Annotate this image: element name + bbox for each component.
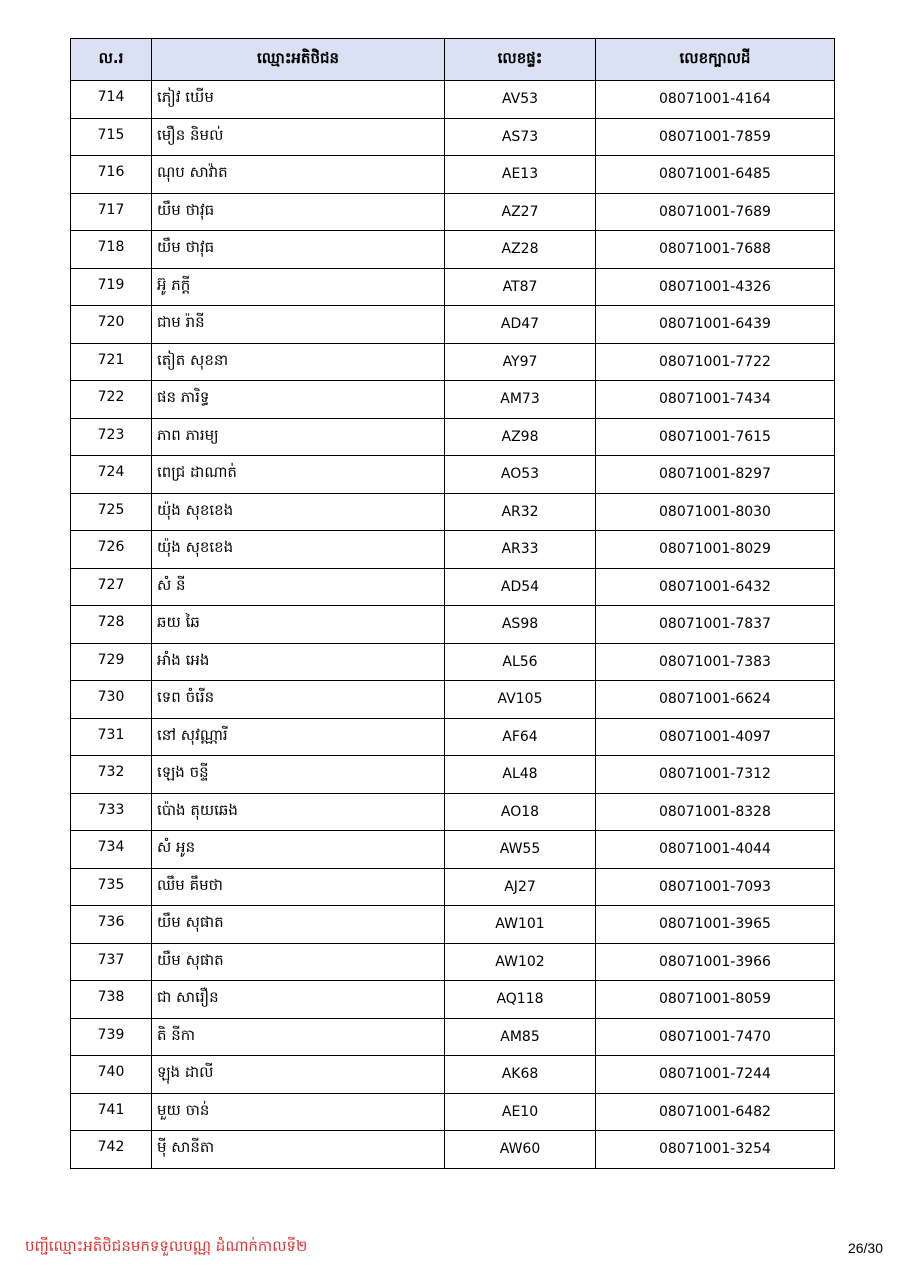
row-number: 722 (71, 381, 152, 419)
header-land-parcel-number: លេខក្បាលដី (596, 39, 835, 81)
customer-name: ផន ភារិទ្ធ (152, 381, 445, 419)
page-number: 26/30 (847, 1240, 883, 1256)
row-number: 730 (71, 681, 152, 719)
land-parcel-number: 08071001-7722 (596, 343, 835, 381)
house-number: AZ28 (445, 231, 596, 269)
row-number: 715 (71, 118, 152, 156)
row-number: 742 (71, 1131, 152, 1169)
land-parcel-number: 08071001-7093 (596, 868, 835, 906)
house-number: AW60 (445, 1131, 596, 1169)
land-parcel-number: 08071001-7615 (596, 418, 835, 456)
row-number: 741 (71, 1093, 152, 1131)
land-parcel-number: 08071001-3254 (596, 1131, 835, 1169)
customer-name: ឆយ ឆៃ (152, 606, 445, 644)
row-number: 721 (71, 343, 152, 381)
land-parcel-number: 08071001-7689 (596, 193, 835, 231)
customer-name: យឹម សុផាត (152, 943, 445, 981)
table-row (71, 868, 835, 906)
table-row (71, 793, 835, 831)
table-row (71, 381, 835, 419)
house-number: AW102 (445, 943, 596, 981)
house-number: AW101 (445, 906, 596, 944)
footer-document-title: បញ្ជីឈ្មោះអតិថិជនមកទទួលបណ្ណ ដំណាក់កាលទី២ (25, 1237, 308, 1255)
customer-name: ឈឹម គឹមថា (152, 868, 445, 906)
customer-name: តៀត សុខនា (152, 343, 445, 381)
customer-name: យ៉ុង សុខខេង (152, 531, 445, 569)
table-row (71, 606, 835, 644)
land-parcel-number: 08071001-8297 (596, 456, 835, 494)
row-number: 732 (71, 756, 152, 794)
row-number: 718 (71, 231, 152, 269)
house-number: AY97 (445, 343, 596, 381)
table-body (71, 81, 835, 1169)
row-number: 735 (71, 868, 152, 906)
land-parcel-number: 08071001-7244 (596, 1056, 835, 1094)
house-number: AF64 (445, 718, 596, 756)
table-row (71, 268, 835, 306)
customer-name: ម៉ី សានីតា (152, 1131, 445, 1169)
row-number: 726 (71, 531, 152, 569)
customer-name: ឡុង ដាលី (152, 1056, 445, 1094)
land-parcel-number: 08071001-8328 (596, 793, 835, 831)
header-customer-name: ឈ្មោះអតិថិជន (152, 39, 445, 81)
table-row (71, 118, 835, 156)
land-parcel-number: 08071001-3965 (596, 906, 835, 944)
land-parcel-number: 08071001-7383 (596, 643, 835, 681)
house-number: AD54 (445, 568, 596, 606)
table-row (71, 156, 835, 194)
customer-name: អ៊ូ ភក្តី (152, 268, 445, 306)
customer-name: ជា សារឿន (152, 981, 445, 1019)
land-parcel-number: 08071001-7434 (596, 381, 835, 419)
house-number: AS98 (445, 606, 596, 644)
row-number: 734 (71, 831, 152, 869)
row-number: 731 (71, 718, 152, 756)
row-number: 728 (71, 606, 152, 644)
row-number: 729 (71, 643, 152, 681)
table-row (71, 1056, 835, 1094)
table-row (71, 231, 835, 269)
table-row (71, 831, 835, 869)
house-number: AS73 (445, 118, 596, 156)
row-number: 725 (71, 493, 152, 531)
house-number: AM85 (445, 1018, 596, 1056)
customer-name: យឹម សុផាត (152, 906, 445, 944)
house-number: AQ118 (445, 981, 596, 1019)
table-row (71, 681, 835, 719)
customer-name: ពេជ្រ ដាណាត់ (152, 456, 445, 494)
table-row (71, 643, 835, 681)
header-number: ល.រ (71, 39, 152, 81)
row-number: 737 (71, 943, 152, 981)
land-parcel-number: 08071001-6624 (596, 681, 835, 719)
land-parcel-number: 08071001-4044 (596, 831, 835, 869)
customer-name: តិ នីកា (152, 1018, 445, 1056)
customer-name: ឡេង ចន្ទី (152, 756, 445, 794)
table-row (71, 1093, 835, 1131)
table-header-row (71, 39, 835, 81)
land-parcel-number: 08071001-8059 (596, 981, 835, 1019)
house-number: AE13 (445, 156, 596, 194)
row-number: 719 (71, 268, 152, 306)
land-parcel-number: 08071001-7470 (596, 1018, 835, 1056)
customer-name: យឹម ថាវុធ (152, 193, 445, 231)
land-parcel-number: 08071001-7837 (596, 606, 835, 644)
land-parcel-number: 08071001-8029 (596, 531, 835, 569)
row-number: 720 (71, 306, 152, 344)
house-number: AE10 (445, 1093, 596, 1131)
customer-name: នៅ សុវណ្ណារី (152, 718, 445, 756)
row-number: 738 (71, 981, 152, 1019)
land-parcel-number: 08071001-6485 (596, 156, 835, 194)
table-row (71, 456, 835, 494)
table-row (71, 193, 835, 231)
row-number: 733 (71, 793, 152, 831)
row-number: 724 (71, 456, 152, 494)
table-row (71, 906, 835, 944)
customer-name: ទេព ចំរើន (152, 681, 445, 719)
house-number: AO53 (445, 456, 596, 494)
house-number: AL48 (445, 756, 596, 794)
table-row (71, 306, 835, 344)
customer-name: ណុប សាវ៉ាត (152, 156, 445, 194)
house-number: AW55 (445, 831, 596, 869)
table-row (71, 568, 835, 606)
land-parcel-number: 08071001-7312 (596, 756, 835, 794)
table-row (71, 1131, 835, 1169)
land-parcel-number: 08071001-4164 (596, 81, 835, 119)
table-row (71, 418, 835, 456)
table-row (71, 493, 835, 531)
customer-name: យឹម ថាវុធ (152, 231, 445, 269)
house-number: AL56 (445, 643, 596, 681)
table-row (71, 718, 835, 756)
header-house-number: លេខផ្ទះ (445, 39, 596, 81)
customer-name: យ៉ុង សុខខេង (152, 493, 445, 531)
land-parcel-number: 08071001-6432 (596, 568, 835, 606)
land-parcel-number: 08071001-7688 (596, 231, 835, 269)
house-number: AM73 (445, 381, 596, 419)
table-row (71, 1018, 835, 1056)
row-number: 714 (71, 81, 152, 119)
customer-name: ជាម រ៉ានី (152, 306, 445, 344)
table-row (71, 756, 835, 794)
house-number: AO18 (445, 793, 596, 831)
customer-name: ភៀវ ឃើម (152, 81, 445, 119)
row-number: 716 (71, 156, 152, 194)
house-number: AZ27 (445, 193, 596, 231)
land-parcel-number: 08071001-4326 (596, 268, 835, 306)
customer-name: មួយ ចាន់ (152, 1093, 445, 1131)
house-number: AV105 (445, 681, 596, 719)
table-row (71, 943, 835, 981)
customer-name: សំ អូន (152, 831, 445, 869)
house-number: AJ27 (445, 868, 596, 906)
customer-name: សំ នី (152, 568, 445, 606)
land-parcel-number: 08071001-6439 (596, 306, 835, 344)
house-number: AD47 (445, 306, 596, 344)
house-number: AZ98 (445, 418, 596, 456)
row-number: 736 (71, 906, 152, 944)
house-number: AV53 (445, 81, 596, 119)
land-parcel-number: 08071001-6482 (596, 1093, 835, 1131)
land-parcel-number: 08071001-3966 (596, 943, 835, 981)
customer-name: មឿន និមល់ (152, 118, 445, 156)
house-number: AT87 (445, 268, 596, 306)
customer-name: អាំង អេង (152, 643, 445, 681)
land-parcel-number: 08071001-7859 (596, 118, 835, 156)
row-number: 723 (71, 418, 152, 456)
row-number: 717 (71, 193, 152, 231)
table-row (71, 81, 835, 119)
land-parcel-number: 08071001-8030 (596, 493, 835, 531)
row-number: 727 (71, 568, 152, 606)
customer-table (70, 38, 835, 1169)
customer-name: ភាព ភារម្យ (152, 418, 445, 456)
table-row (71, 343, 835, 381)
house-number: AR33 (445, 531, 596, 569)
table-row (71, 531, 835, 569)
row-number: 740 (71, 1056, 152, 1094)
land-parcel-number: 08071001-4097 (596, 718, 835, 756)
house-number: AR32 (445, 493, 596, 531)
row-number: 739 (71, 1018, 152, 1056)
table-row (71, 981, 835, 1019)
customer-name: ប៉ោង តុយឆេង (152, 793, 445, 831)
house-number: AK68 (445, 1056, 596, 1094)
